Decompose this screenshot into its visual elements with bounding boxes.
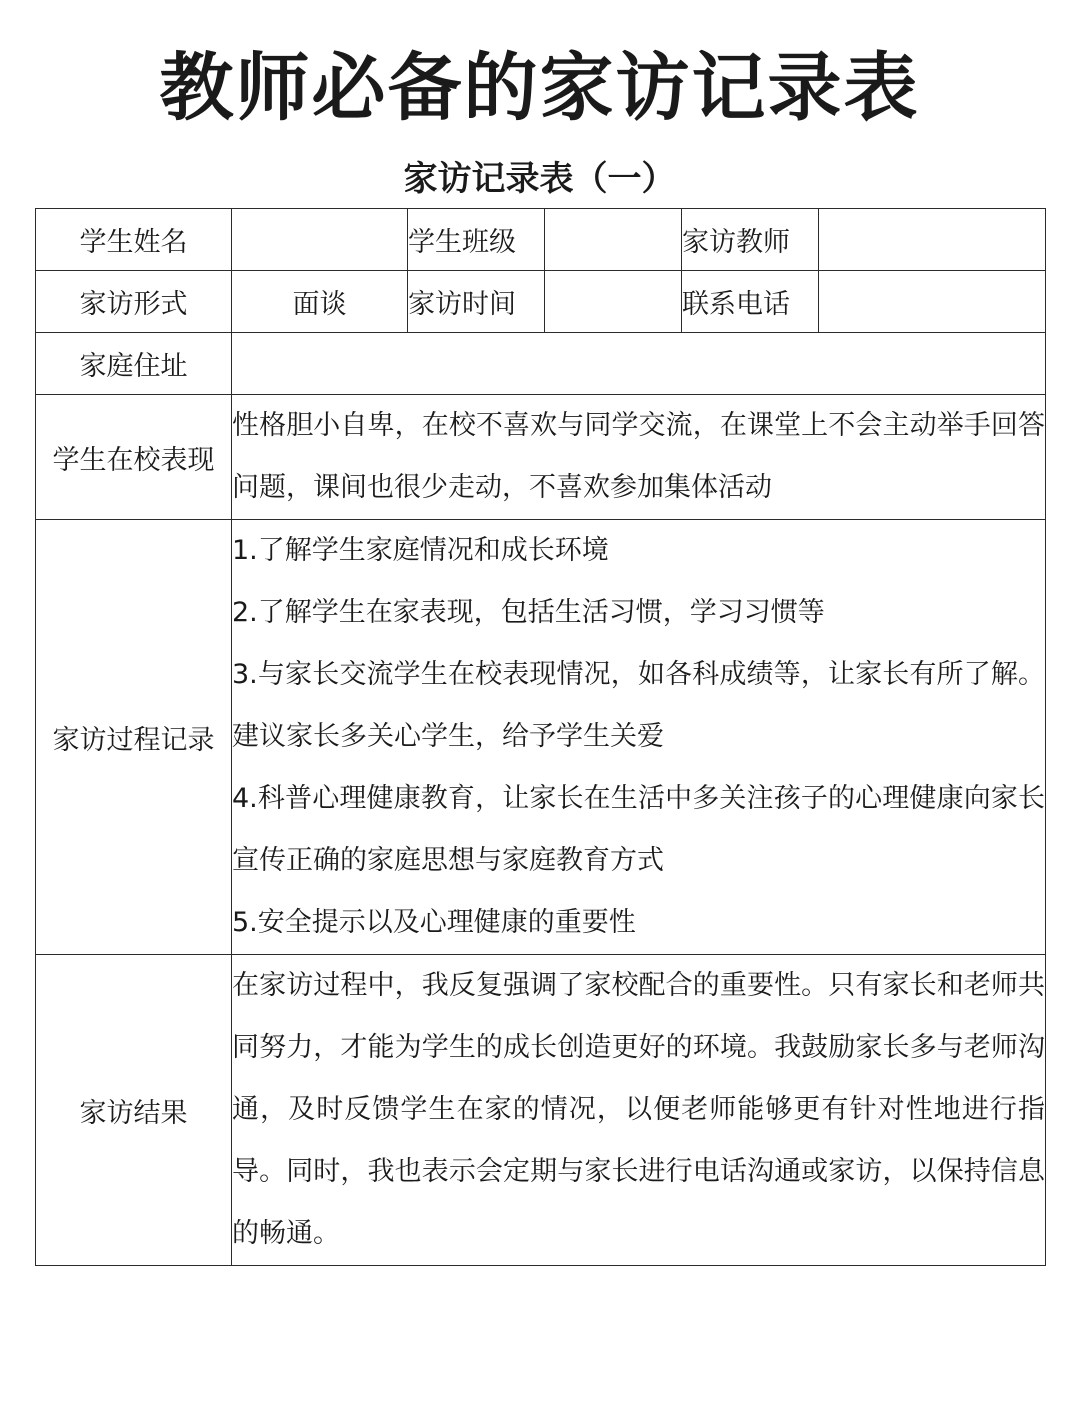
table-row (36, 395, 1046, 520)
visit-teacher-label: 家访教师 (682, 209, 819, 271)
process-item-2: 2.了解学生在家表现，包括生活习惯，学习习惯等 (232, 597, 825, 628)
student-name-label: 学生姓名 (36, 209, 232, 271)
performance-label: 学生在校表现 (36, 395, 232, 520)
page-title: 教师必备的家访记录表 (159, 45, 920, 131)
visit-teacher-field[interactable] (819, 209, 1046, 271)
result-text[interactable]: 在家访过程中，我反复强调了家校配合的重要性。只有家长和老师共同努力，才能为学生的成长创造更好的环境。我鼓励家长多与老师沟通，及时反馈学生在家的情况，以便老师能够更有针对性地进行指导。同时，我也表示会定期与家长进行电话沟通或家访，以保持信息的畅通。 (232, 955, 1046, 1266)
table-row (36, 333, 1046, 395)
visit-time-field[interactable] (545, 271, 682, 333)
student-class-label: 学生班级 (408, 209, 545, 271)
process-label: 家访过程记录 (36, 520, 232, 955)
visit-form-field[interactable]: 面谈 (232, 271, 408, 333)
process-item-5: 5.安全提示以及心理健康的重要性 (232, 907, 636, 938)
result-label: 家访结果 (36, 955, 232, 1266)
form-subtitle: 家访记录表（一） (403, 159, 676, 199)
table-row (36, 520, 1046, 955)
table-row (36, 271, 1046, 333)
phone-label: 联系电话 (682, 271, 819, 333)
process-item-4: 4.科普心理健康教育，让家长在生活中多关注孩子的心理健康向家长宣传正确的家庭思想与家庭教育方式 (232, 783, 1045, 876)
process-item-3: 3.与家长交流学生在校表现情况，如各科成绩等，让家长有所了解。建议家长多关心学生，给予学生关爱 (232, 659, 1045, 752)
visit-time-label: 家访时间 (408, 271, 545, 333)
student-name-field[interactable] (232, 209, 408, 271)
process-item-1: 1.了解学生家庭情况和成长环境 (232, 535, 609, 566)
process-record[interactable] (232, 520, 1046, 955)
table-row (36, 955, 1046, 1266)
student-class-field[interactable] (545, 209, 682, 271)
address-label: 家庭住址 (36, 333, 232, 395)
home-visit-record-table (35, 208, 1046, 1266)
visit-form-label: 家访形式 (36, 271, 232, 333)
performance-text[interactable]: 性格胆小自卑，在校不喜欢与同学交流，在课堂上不会主动举手回答问题，课间也很少走动，不喜欢参加集体活动 (232, 395, 1046, 520)
address-field[interactable] (232, 333, 1046, 395)
table-row (36, 209, 1046, 271)
phone-field[interactable] (819, 271, 1046, 333)
